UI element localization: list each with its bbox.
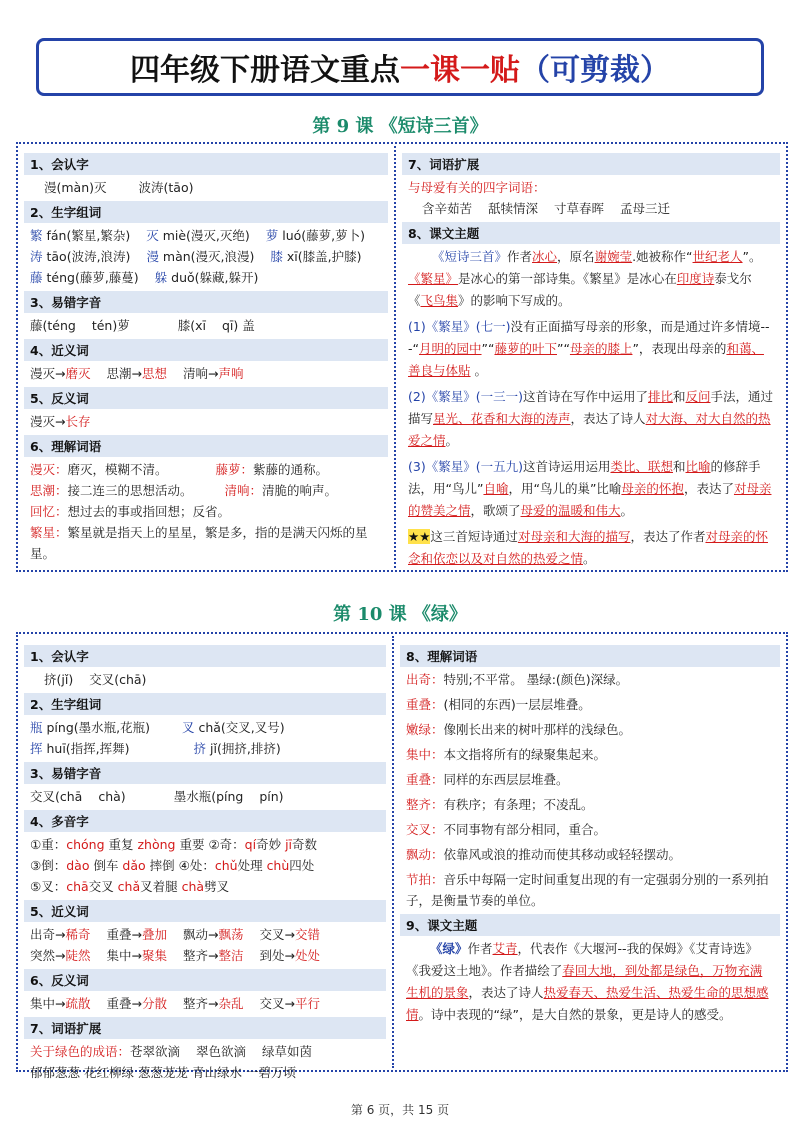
l10-s8-item: 飘动：依靠风或浪的推动而使其移动或轻轻摆动。 <box>406 847 682 862</box>
l9-s6-row: 漫灭：磨灭，模糊不清。 藤萝：紫藤的通称。 <box>30 462 329 477</box>
l9-s8-para: (1)《繁星》(七一)没有正面描写母亲的形象，而是通过许多情境---“月明的园中”“藤萝的叶下”“母亲的膝上”，表现出母亲的和蔼、善良与体贴 。 <box>408 319 770 378</box>
l9-s4-heading: 4、近义词 <box>24 339 388 361</box>
l9-s6-row: 思潮：接二连三的思想活动。 清响：清脆的响声。 <box>30 483 338 498</box>
l9-s6-heading: 6、理解词语 <box>24 435 388 457</box>
lesson9-left <box>24 150 388 564</box>
l10-s3-items: 交叉(chā chà) 墨水瓶(píng pín) <box>30 789 284 804</box>
l9-s8-para: (2)《繁星》(一三一)这首诗在写作中运用了排比和反问手法，通过描写星光、花香和大海的涛声，表达了诗人对大海、对大自然的热爱之情。 <box>408 389 774 448</box>
l10-s8-item: 整齐：有秩序；有条理；不凌乱。 <box>406 797 594 812</box>
page-footer: 第 6 页，共 15 页 <box>350 1103 450 1117</box>
lesson10-right <box>400 642 780 1026</box>
l10-s2-row: 挥 huī(指挥,挥舞) 挤 jǐ(拥挤,排挤) <box>30 741 281 756</box>
l10-s8-item: 重叠：同样的东西层层堆叠。 <box>406 772 569 787</box>
l9-s2-row: 繁 fán(繁星,繁杂) 灭 miè(漫灭,灭绝) 萝 luó(藤萝,萝卜) <box>30 228 366 243</box>
l9-s7-intro: 与母爱有关的四字词语： <box>408 180 546 195</box>
lesson9-title: 第 9 课 《短诗三首》 <box>312 116 488 137</box>
lesson10-divider <box>392 636 394 1068</box>
l9-s7-words: 含辛茹苦 舐犊情深 寸草春晖 孟母三迁 <box>422 201 671 216</box>
l10-s3-heading: 3、易错字音 <box>24 762 386 784</box>
l10-s5-row: 突然→陡然 集中→聚集 整齐→整洁 到处→处处 <box>30 948 320 963</box>
l9-s6-row: 繁星：繁星就是指天上的星星，繁是多，指的是满天闪烁的星星。 <box>30 525 368 561</box>
l9-s2-heading: 2、生字组词 <box>24 201 388 223</box>
lesson9-divider <box>394 146 396 568</box>
l10-s4-row: ③倒：dào 倒车 dǎo 摔倒 ④处：chǔ处理 chù四处 <box>30 858 315 873</box>
l9-s7-heading: 7、词语扩展 <box>402 153 780 175</box>
l10-s8-item: 重叠：(相同的东西)一层层堆叠。 <box>406 697 591 712</box>
l10-s9-heading: 9、课文主题 <box>400 914 780 936</box>
lesson10-title: 第 10 课 《绿》 <box>333 604 467 625</box>
banner-note: （可剪裁） <box>520 53 670 88</box>
banner-highlight: 一课一贴 <box>400 53 520 88</box>
l10-s8-item: 嫩绿：像刚长出来的树叶那样的浅绿色。 <box>406 722 632 737</box>
l10-s4-row: ①重：chóng 重复 zhòng 重要 ②奇：qí奇妙 jī奇数 <box>30 837 318 852</box>
l9-s5-items: 漫灭→长存 <box>30 414 91 429</box>
l9-s8-para: (3)《繁星》(一五九)这首诗运用运用类比、联想和比喻的修辞手法，用“鸟儿”自喻，用“鸟儿的巢”比喻母亲的怀抱，表达了对母亲的赞美之情，歌颂了母爱的温暖和伟大。 <box>408 459 772 518</box>
l10-s1-items: 挤(jǐ) 交叉(chā) <box>44 672 147 687</box>
page-banner <box>36 38 764 96</box>
l10-s6-items: 集中→疏散 重叠→分散 整齐→杂乱 交叉→平行 <box>30 996 320 1011</box>
l10-s7-words: 关于绿色的成语：苍翠欲滴 翠色欲滴 绿草如茵 <box>30 1044 313 1059</box>
banner-title: 四年级下册语文重点 <box>130 53 400 88</box>
l9-s5-heading: 5、反义词 <box>24 387 388 409</box>
l10-s8-item: 节拍：音乐中每隔一定时间重复出现的有一定强弱分别的一系列拍子，是衡量节奏的单位。 <box>406 872 769 908</box>
lesson10-left <box>24 642 386 1083</box>
l9-s6-row: 回忆：想过去的事或指回想；反省。 <box>30 504 231 519</box>
l10-s4-row: ⑤叉：chā交叉 chǎ叉着腿 chà劈叉 <box>30 879 230 894</box>
l9-s3-heading: 3、易错字音 <box>24 291 388 313</box>
l10-s9-para: 《绿》作者艾青，代表作《大堰河--我的保姆》《艾青诗选》《我爱这土地》。作者描绘了春回大地，到处都是绿色，万物充满生机的景象，表达了诗人热爱春天、热爱生活、热爱生命的思想感情。诗中表现的“绿”，是大自然的景象，更是诗人的感受。 <box>406 941 769 1022</box>
l9-s3-items: 藤(téng tén)萝 膝(xī qī) 盖 <box>30 318 255 333</box>
l9-s8-para: 《短诗三首》作者冰心，原名谢婉莹.她被称作“世纪老人”。《繁星》是冰心的第一部诗集。《繁星》是冰心在印度诗泰戈尔《飞鸟集》的影响下写成的。 <box>408 249 762 308</box>
l10-s8-item: 集中：本文指将所有的绿聚集起来。 <box>406 747 607 762</box>
l9-s2-row: 涛 tāo(波涛,浪涛) 漫 màn(漫灭,浪漫) 膝 xī(膝盖,护膝) <box>30 249 362 264</box>
l10-s2-row: 瓶 píng(墨水瓶,花瓶) 叉 chǎ(交叉,叉号) <box>30 720 285 735</box>
l9-s1-items: 漫(màn)灭 波涛(tāo) <box>44 180 194 195</box>
l10-s6-heading: 6、反义词 <box>24 969 386 991</box>
l9-s1-heading: 1、会认字 <box>24 153 388 175</box>
star-icon: ★★ <box>408 529 431 544</box>
l10-s4-heading: 4、多音字 <box>24 810 386 832</box>
l10-s8-heading: 8、理解词语 <box>400 645 780 667</box>
l9-s8-heading: 8、课文主题 <box>402 222 780 244</box>
l10-s5-row: 出奇→稀奇 重叠→叠加 飘动→飘荡 交叉→交错 <box>30 927 320 942</box>
l10-s7-words: 郁郁葱葱 花红柳绿 葱葱茏茏 青山绿水 一碧万顷 <box>30 1065 297 1080</box>
l10-s8-item: 出奇：特别;不平常。 墨绿:(颜色)深绿。 <box>406 672 629 687</box>
l10-s8-item: 交叉：不同事物有部分相同，重合。 <box>406 822 607 837</box>
l9-s4-items: 漫灭→磨灭 思潮→思想 清响→声响 <box>30 366 244 381</box>
l10-s1-heading: 1、会认字 <box>24 645 386 667</box>
l10-s7-heading: 7、词语扩展 <box>24 1017 386 1039</box>
lesson9-right <box>402 150 780 570</box>
l9-s2-row: 藤 téng(藤萝,藤蔓) 躲 duǒ(躲藏,躲开) <box>30 270 259 285</box>
l10-s5-heading: 5、近义词 <box>24 900 386 922</box>
l9-s8-summary: ★★这三首短诗通过对母亲和大海的描写，表达了作者对母亲的怀念和依恋以及对自然的热爱之情。 <box>408 529 768 566</box>
l10-s2-heading: 2、生字组词 <box>24 693 386 715</box>
